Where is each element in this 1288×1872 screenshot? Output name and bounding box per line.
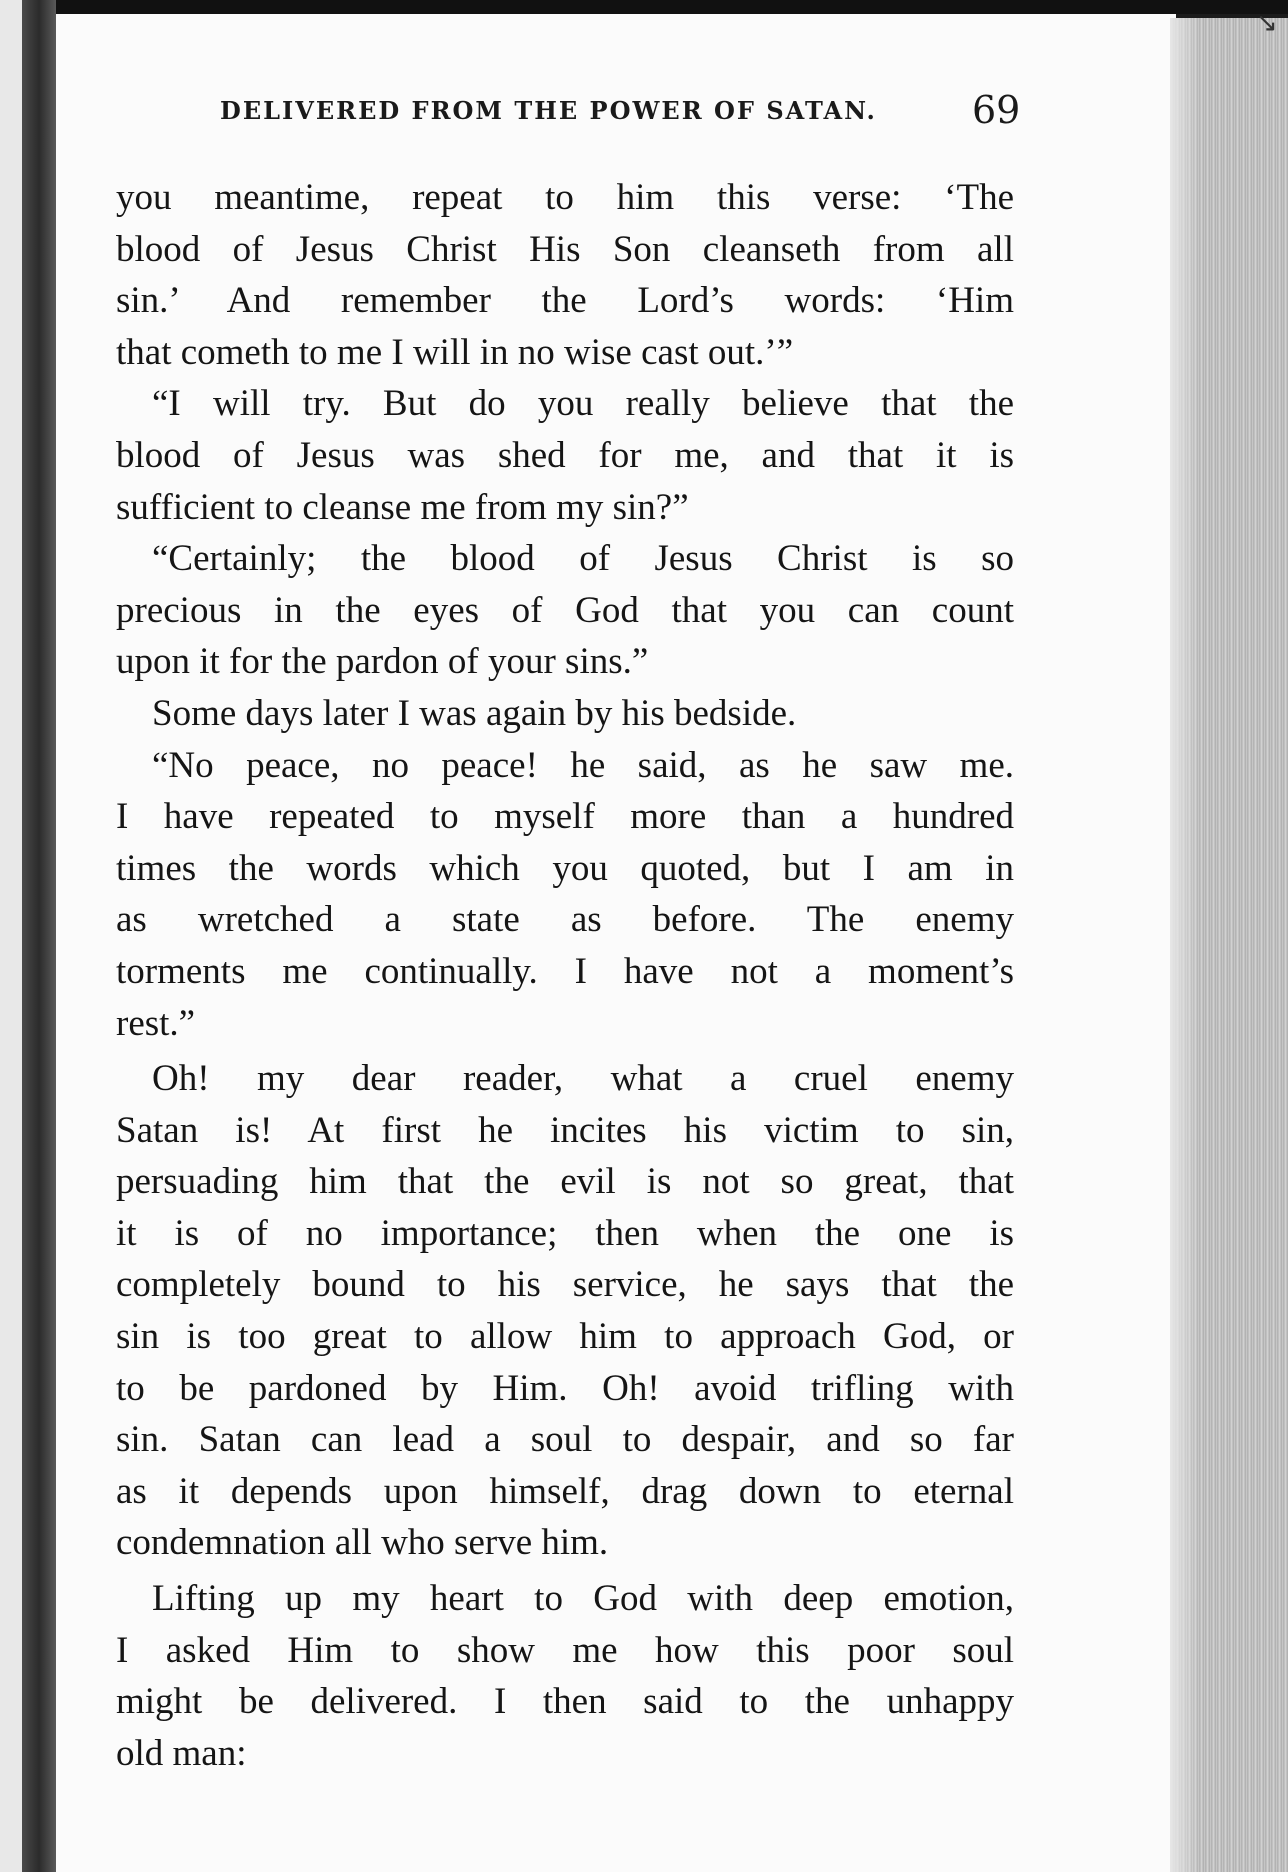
text-line: “No peace, no peace! he said, as he saw me. [152,744,1014,786]
text-line: torments me continually. I have not a moment’s [116,950,1014,992]
scan-top-border [0,0,1288,14]
body-text [116,172,1014,1779]
text-line: sin. Satan can lead a soul to despair, and so far [116,1419,1014,1461]
text-line: condemnation all who serve him. [116,1522,609,1564]
text-line: might be delivered. I then said to the unhappy [116,1681,1014,1723]
text-line: old man: [116,1732,247,1774]
text-line: blood of Jesus Christ His Son cleanseth from all [116,228,1014,270]
text-line: times the words which you quoted, but I am in [116,847,1014,889]
text-line: Satan is! At first he incites his victim to sin, [116,1109,1014,1151]
text-line: it is of no importance; then when the one is [116,1212,1014,1254]
text-line: sin is too great to allow him to approach God, or [116,1316,1014,1358]
text-line: sufficient to cleanse me from my sin?” [116,486,689,528]
text-line: upon it for the pardon of your sins.” [116,641,649,683]
page-header [220,88,1021,132]
text-line: Some days later I was again by his bedside. [152,692,797,734]
text-line: you meantime, repeat to him this verse: ‘The [116,177,1014,218]
book-gutter [22,0,56,1872]
text-line: persuading him that the evil is not so great, that [116,1161,1014,1203]
text-line: I asked Him to show me how this poor soul [116,1629,1014,1671]
running-head: DELIVERED FROM THE POWER OF SATAN. [220,96,877,125]
text-line: I have repeated to myself more than a hundred [116,796,1014,838]
text-line: precious in the eyes of God that you can count [116,589,1014,631]
text-line: completely bound to his service, he says that the [116,1264,1014,1306]
previous-page-edge [0,0,22,1872]
text-line: as wretched a state as before. The enemy [116,899,1014,941]
page-number: 69 [972,88,1021,132]
text-line: “Certainly; the blood of Jesus Christ is so [152,538,1014,580]
book-edge-shading [1170,18,1200,1872]
text-line: that cometh to me I will in no wise cast out.’” [116,331,794,373]
text-line: rest.” [116,1002,196,1044]
text-line: blood of Jesus was shed for me, and that it is [116,434,1014,476]
text-line: “I will try. But do you really believe that the [152,383,1014,425]
text-line: sin.’ And remember the Lord’s words: ‘Him [116,280,1014,322]
text-line: as it depends upon himself, drag down to eternal [116,1470,1014,1512]
text-line: Oh! my dear reader, what a cruel enemy [152,1058,1014,1100]
text-line: to be pardoned by Him. Oh! avoid trifling with [116,1367,1014,1409]
text-line: Lifting up my heart to God with deep emotion, [152,1578,1014,1620]
page-corner-mark-icon: ↘ [1256,8,1278,38]
